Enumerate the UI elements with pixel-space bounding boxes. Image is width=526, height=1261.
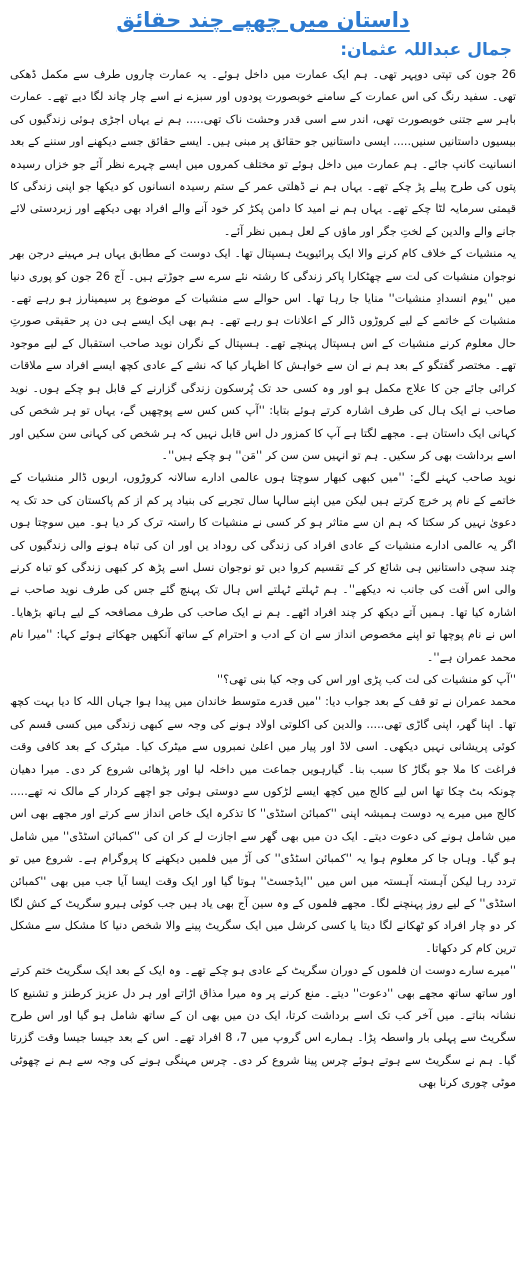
paragraph: محمد عمران نے تو قف کے بعد جواب دیا: ''میں قدرے متوسط خاندان میں پیدا ہوا جہاں اللہ کا دیا بہت کچھ تھا۔ اپنا گھر، اپنی گاڑی تھی..... والدین کی اکلوتی اولاد ہونے کی وجہ سے کبھی زندگی میں کسی قسم کی کوئی پریشانی نہیں دیکھی۔ اسی لاڈ اور پیار میں اعلیٰ نمبروں سے میٹرک کیا۔ میٹرک کے بعد کافی وقت فراغت کا ملا جو بگاڑ کا سبب بنا۔ گیارہویں جماعت میں داخلہ لیا اور پڑھائی شروع کر دی۔ میرا دھیان چونکہ بٹ چکا تھا اس لیے کالج میں کچھ ایسے لڑکوں سے دوستی ہوئی جو اچھے کردار کے مالک نہ تھے..... کالج میں میرے یہ دوست ہمیشہ اپنی ''کمبائن اسٹڈی'' کا تذکرہ ایک خاص انداز سے کرتے اور مجھے بھی اس میں شامل ہونے کی دعوت دیتے۔ ایک دن میں بھی گھر سے اجازت لے کر ان کی ''کمبائن اسٹڈی'' میں شامل ہو گیا۔ وہاں جا کر معلوم ہوا یہ ''کمبائن اسٹڈی'' کی آڑ میں فلمیں دیکھنے کا پروگرام ہے۔ شروع میں تو تردد رہا لیکن آہستہ آہستہ میں اس میں ''ایڈجسٹ'' ہوتا گیا اور ایک وقت ایسا آیا جب میں بھی ''کمبائن اسٹڈی'' کے لیے روز پہنچنے لگا۔ مجھے فلموں کے وہ سین آج بھی یاد ہیں جب کوئی ہیرو سگریٹ کے کش لگا کر دو چار افراد کو ٹھکانے لگا دیتا یا کسی کرشل میں ایک سگریٹ پینے والا شخص دنیا کا مشکل سے مشکل ترین کام کر دکھاتا۔ <box>10 695 516 955</box>
article-body <box>10 64 516 1095</box>
article-title: داستان میں چھپے چند حقائق <box>116 8 410 32</box>
paragraph: نوید صاحب کہنے لگے: ''میں کبھی کبھار سوچتا ہوں عالمی ادارے سالانہ کروڑوں، اربوں ڈالر منشیات کے خاتمے کے نام پر خرچ کرتے ہیں لیکن میں اپنے سالہا سال تجربے کی بنیاد پر کم از کم پاکستان کی حد تک یہ دعویٰ نہیں کر سکتا کہ ہم ان سے متاثر ہو کر کسی نے منشیات کا راستہ ترک کر دیا ہو۔ میں سوچتا ہوں اگر یہ عالمی ادارے منشیات کے عادی افراد کی زندگی کی روداد یں اور ان کی تباہ ہونے والی زندگیوں کی چند سچی داستانیں ہی شائع کر کے تقسیم کروا دیں تو نوجوان نسل اسے پڑھ کر کبھی زندگی کو تباہ کرنے والی اس آفت کی جانب نہ دیکھے''۔ ہم ٹہلتے ٹہلتے اس ہال تک پہنچ گئے جس کی طرف نوید صاحب نے اشارہ کیا تھا۔ ہمیں آتے دیکھ کر چند افراد اٹھے۔ ہم نے ایک صاحب کی طرف مصافحہ کے لیے ہاتھ بڑھایا۔ اس نے نام پوچھا تو اپنے مخصوص انداز سے ان کے ادب و احترام کے ساتھ آنکھیں جھکاتے ہوئے کہا: ''میرا نام محمد عمران ہے''۔ <box>10 471 516 664</box>
paragraph: ''میرے سارے دوست ان فلموں کے دوران سگریٹ کے عادی ہو چکے تھے۔ وہ ایک کے بعد ایک سگریٹ ختم کرتے اور ساتھ ساتھ مجھے بھی ''دعوت'' دیتے۔ منع کرنے پر وہ میرا مذاق اڑاتے اور ہر دل عزیز کرطنز و تشنیع کا نشانہ بناتے۔ میں آخر کب تک اسے برداشت کرتا، ایک دن میں بھی ان کے ساتھ شامل ہو گیا اور اس طرح سگریٹ سے پہلی بار واسطہ پڑا۔ ہمارے اس گروپ میں 7، 8 افراد تھے۔ اس کے بعد جیسا جیسا وقت گزرتا گیا۔ ہم نے سگریٹ سے ہوتے ہوئے چرس پینا شروع کر دی۔ چرس مہنگی ہونے کی وجہ سے ہم نے چھوٹی موٹی چوری کرنا بھی <box>10 964 517 1090</box>
paragraph: ''آپ کو منشیات کی لت کب پڑی اور اس کی وجہ کیا بنی تھی؟'' <box>216 672 516 686</box>
paragraph: 26 جون کی تپتی دوپہر تھی۔ ہم ایک عمارت میں داخل ہوئے۔ یہ عمارت چاروں طرف سے مکمل ڈھکی تھی۔ سفید رنگ کی اس عمارت کے سامنے خوبصورت پودوں اور سبزے نے اسے چار چاند لگا دیے تھے۔ عمارت باہر سے جتنی خوبصورت تھی، اندر سے اسی قدر وحشت ناک تھی..... ہم نے یہاں اجڑی ہوئی زندگیوں کی بیسیوں داستانیں سنیں..... ایسی داستانیں جو حقائق پر مبنی ہیں۔ ایسے حقائق جسے دیکھنے اور سننے کے بعد انسانیت کانپ جائے۔ ہم عمارت میں داخل ہوئے تو مختلف کمروں میں ایسے چہرے نظر آئے جو خزاں رسیدہ پتوں کی طرح پیلے پڑ چکے تھے۔ یہاں ہم نے ڈھلتی عمر کے ستم رسیدہ انسانوں کو دیکھا جو اپنی زندگی کا قیمتی سرمایہ لٹا چکے تھے۔ یہاں ہم نے امید کا دامن پکڑ کر خود آنے والے افراد بھی دیکھے اور زبردستی لائے جانے والے والدین کے لختِ جگر اور ماؤں کے لعل ہمیں نظر آئے۔ <box>10 68 516 238</box>
paragraph: یہ منشیات کے خلاف کام کرنے والا ایک پرائیویٹ ہسپتال تھا۔ ایک دوست کے مطابق یہاں ہر مہینے درجن بھر نوجوان منشیات کی لت سے چھٹکارا پاکر زندگی کا رشتہ نئے سرے سے جوڑتے ہیں۔ آج 26 جون کو پوری دنیا میں ''یوم انسدادِ منشیات'' منایا جا رہا تھا۔ اس حوالے سے منشیات کے موضوع پر سیمینارز ہو رہے تھے۔ منشیات کے خاتمے کے لیے کروڑوں ڈالر کے اعلانات ہو رہے تھے۔ ہم بھی ایک ایسے ہی دن پر حقیقی صورتِ حال معلوم کرنے منشیات کے اس ہسپتال پہنچے تھے۔ ہسپتال کے نگران نوید صاحب استقبال کے لیے موجود تھے۔ مختصر گفتگو کے بعد ہم نے ان سے خواہش کا اظہار کیا کہ نشے کے عادی کچھ ایسے افراد سے ملاقات کرائی جائے جن کا علاج مکمل ہو اور وہ کسی حد تک پُرسکون زندگی گزارنے کے قابل ہو چکے ہوں۔ نوید صاحب نے ایک ہال کی طرف اشارہ کرتے ہوئے بتایا: ''آپ کس کس سے پوچھیں گے، یہاں تو ہر شخص کی کہانی ایک داستان ہے۔ مجھے لگتا ہے آپ کا کمزور دل اس قابل نہیں کہ ہر شخص کی کہانی سن سکیں اور اسے برداشت بھی کر سکیں۔ ہم تو انہیں سن سن کر ''مَن'' ہو چکے ہیں''۔ <box>10 247 516 462</box>
author-byline: جمال عبداللہ عثمان: <box>340 40 512 60</box>
